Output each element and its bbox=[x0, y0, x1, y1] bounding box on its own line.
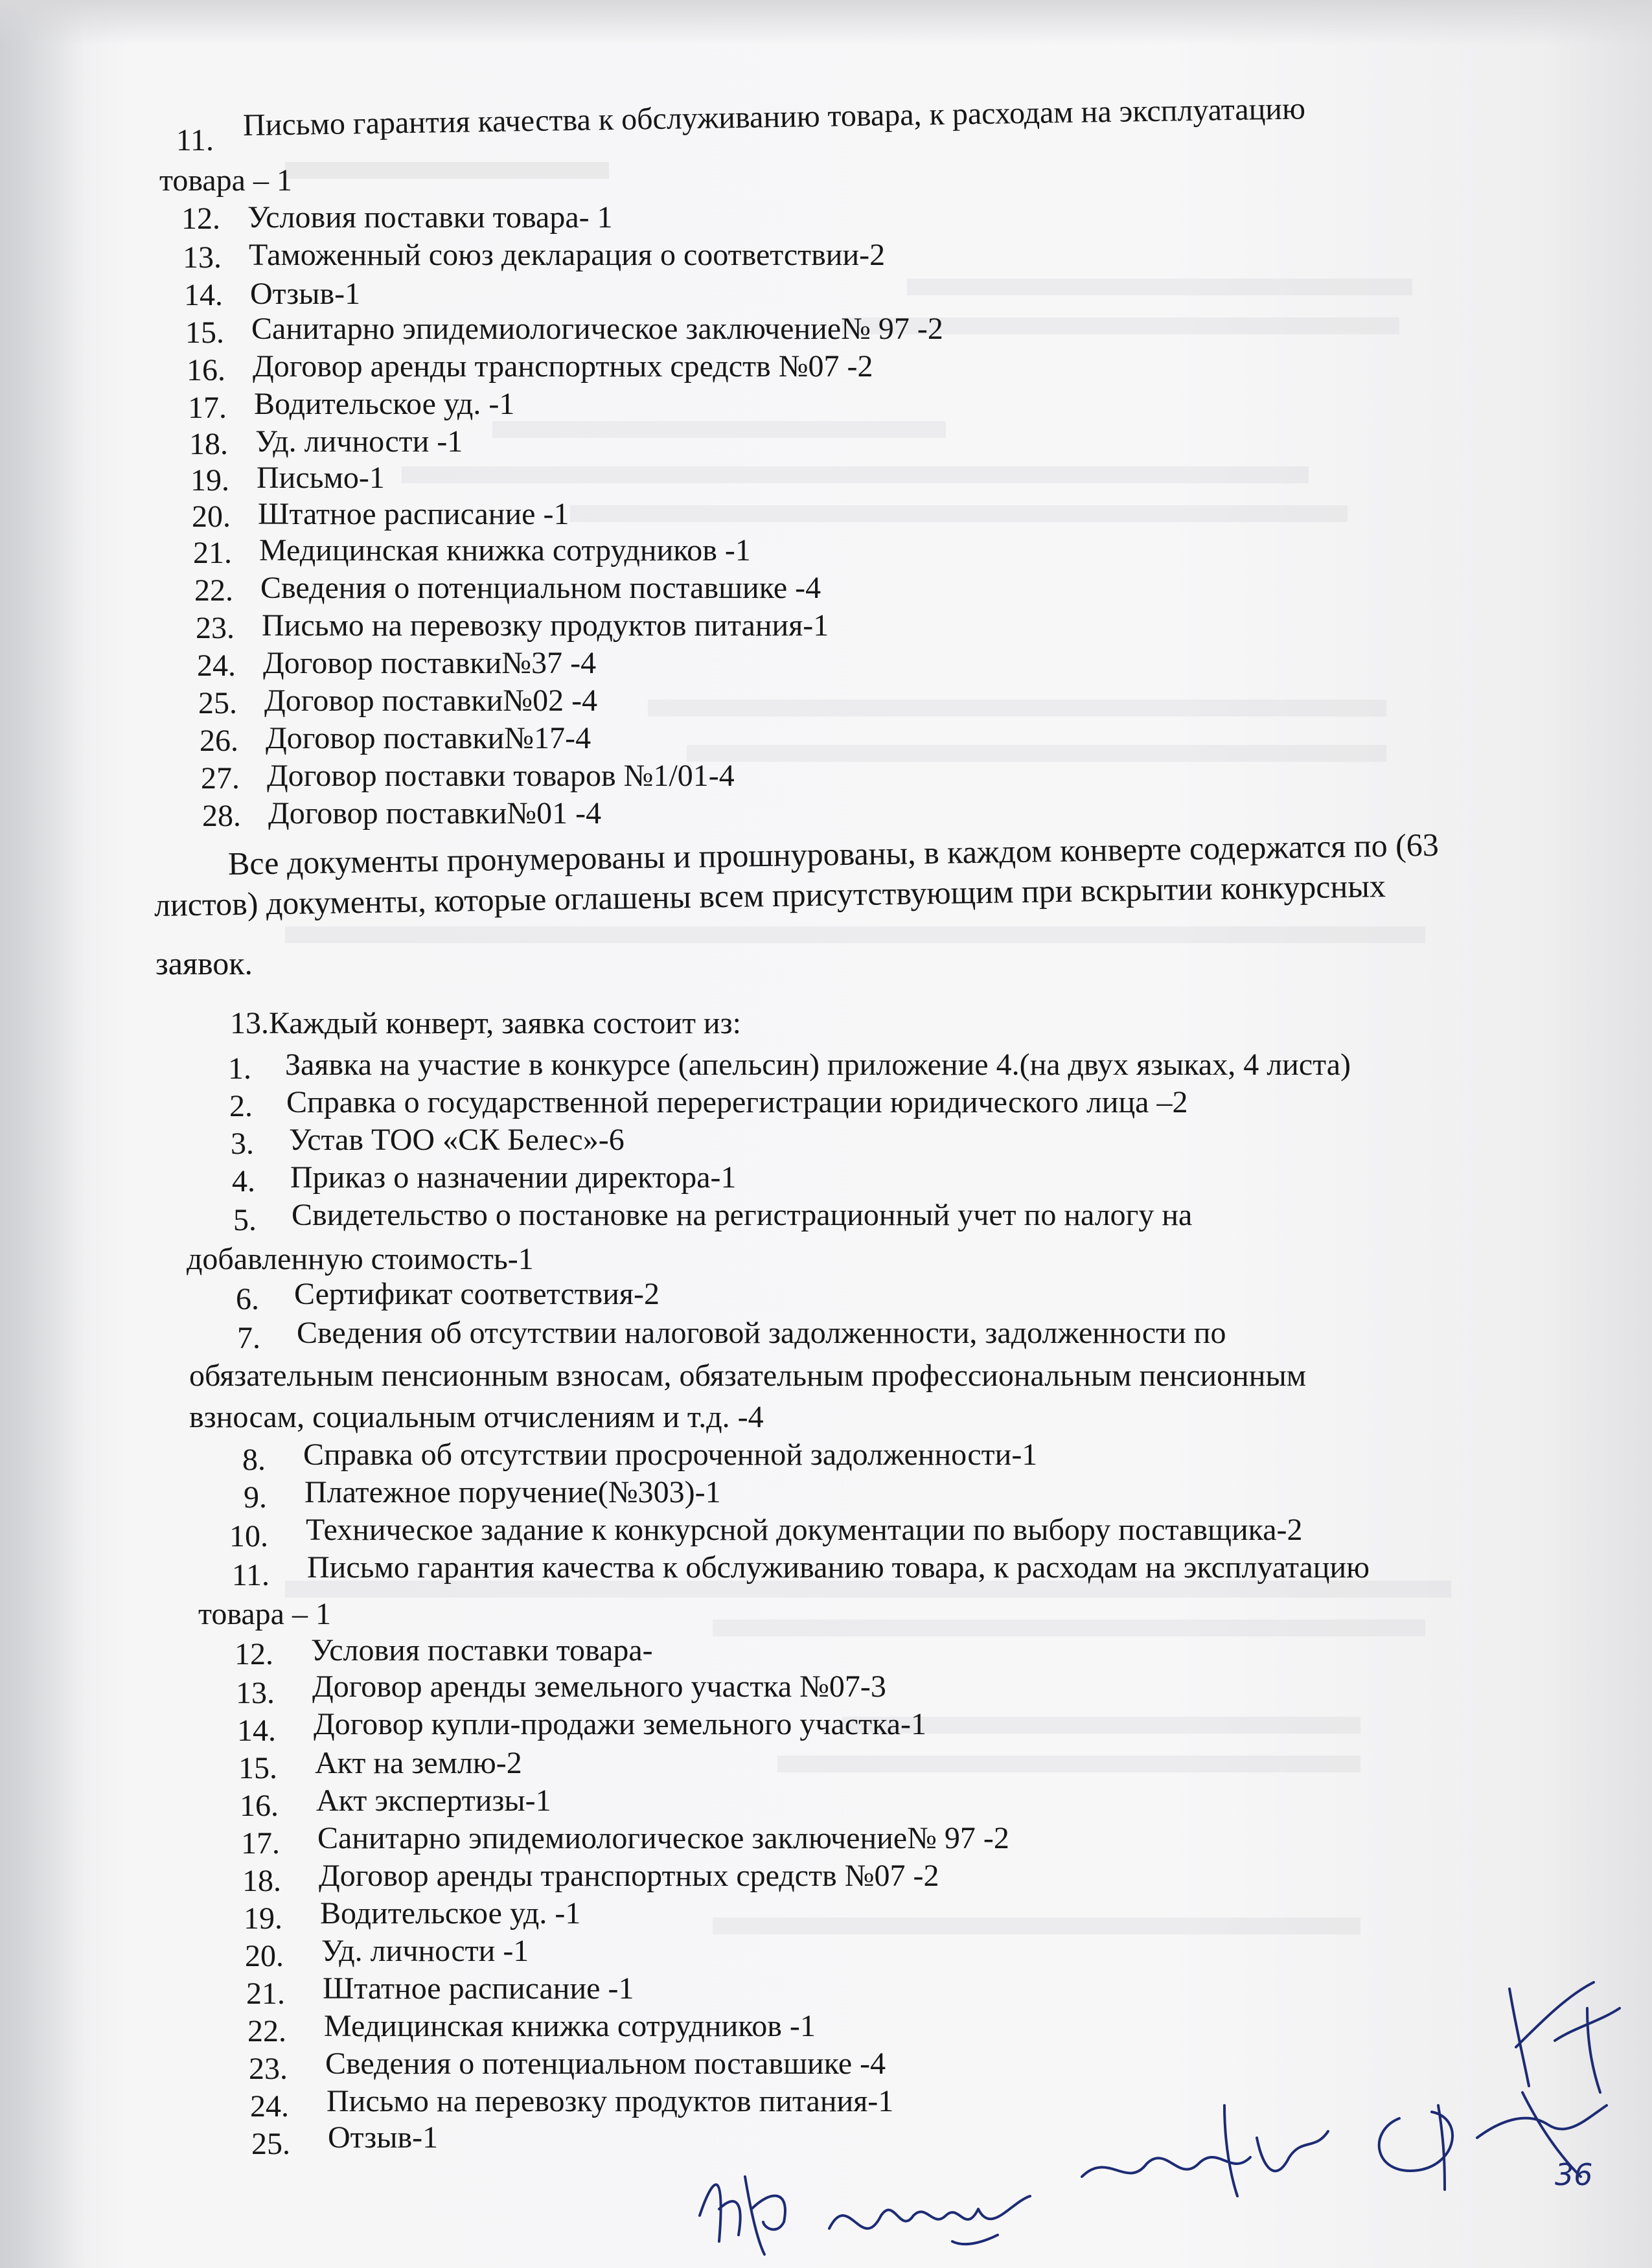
item-number: 18. bbox=[189, 427, 228, 461]
item-number: 21. bbox=[246, 1976, 285, 2011]
item-text: Договор аренды транспортных средств №07 -2 bbox=[319, 1859, 939, 1893]
item-text: Договор аренды транспортных средств №07 -2 bbox=[253, 349, 873, 384]
item-text: Договор поставки№01 -4 bbox=[268, 796, 602, 830]
item-text: Сведения о потенциальном поставшике -4 bbox=[260, 571, 821, 605]
item-number: 18. bbox=[242, 1864, 281, 1898]
item-number: 22. bbox=[247, 2014, 286, 2048]
item-text: Акт на землю-2 bbox=[315, 1746, 522, 1780]
item-number: 26. bbox=[200, 724, 238, 758]
item-number: 10. bbox=[229, 1519, 268, 1553]
item-number: 20. bbox=[245, 1939, 284, 1973]
page-edge-shadow bbox=[0, 0, 84, 2268]
item-number: 17. bbox=[241, 1826, 280, 1861]
signature-1 bbox=[687, 2138, 816, 2267]
item-text: Уд. личности -1 bbox=[255, 424, 463, 459]
signature-2 bbox=[823, 2164, 1043, 2267]
item-number: 6. bbox=[236, 1282, 259, 1316]
item-text: Уд. личности -1 bbox=[321, 1934, 529, 1968]
item-number: 3. bbox=[231, 1127, 254, 1161]
item-text: Сертификат соответствия-2 bbox=[294, 1277, 660, 1311]
item-number: 5. bbox=[233, 1203, 257, 1237]
item-text: Отзыв-1 bbox=[328, 2120, 439, 2155]
item-text: Санитарно эпидемиологическое заключение№ 97 -2 bbox=[251, 312, 943, 346]
section-heading: 13.Каждый конверт, заявка состоит из: bbox=[230, 1006, 741, 1040]
item-number: 21. bbox=[193, 536, 232, 570]
item-number: 12. bbox=[181, 201, 220, 236]
item-number: 12. bbox=[235, 1637, 273, 1671]
paragraph-line: листов) документы, которые оглашены всем присутствующим при вскрытии конкурсных bbox=[154, 867, 1386, 923]
paragraph-line: заявок. bbox=[155, 945, 253, 981]
item-number: 9. bbox=[244, 1480, 267, 1515]
item-text: Договор поставки№17-4 bbox=[266, 721, 591, 755]
item-text: Письмо на перевозку продуктов питания-1 bbox=[262, 608, 829, 643]
item-number: 20. bbox=[192, 499, 231, 534]
item-number: 14. bbox=[184, 278, 223, 312]
page-top-shadow bbox=[0, 0, 1652, 45]
item-text: Сведения о потенциальном поставшике -4 bbox=[325, 2046, 886, 2081]
item-number: 23. bbox=[196, 611, 235, 645]
item-text: Условия поставки товара- 1 bbox=[247, 200, 613, 235]
item-text: Санитарно эпидемиологическое заключение№ 97 -2 bbox=[317, 1821, 1009, 1855]
item-text: Устав ТОО «СК Белес»-6 bbox=[289, 1123, 625, 1157]
item-number: 14. bbox=[237, 1713, 276, 1748]
item-text: Техническое задание к конкурсной документации по выбору поставщика-2 bbox=[306, 1513, 1303, 1547]
item-number: 15. bbox=[185, 315, 224, 350]
item-text: Водительское уд. -1 bbox=[320, 1896, 581, 1930]
item-text: Штатное расписание -1 bbox=[323, 1971, 634, 2006]
item-continuation: товара – 1 bbox=[198, 1597, 331, 1631]
item-number: 19. bbox=[244, 1901, 282, 1936]
item-number: 13. bbox=[236, 1676, 275, 1710]
item-continuation: взносам, социальным отчислениям и т.д. -4 bbox=[189, 1400, 764, 1434]
item-number: 19. bbox=[190, 463, 229, 498]
item-number: 16. bbox=[240, 1789, 279, 1823]
item-text: Отзыв-1 bbox=[250, 277, 361, 311]
item-text: Заявка на участие в конкурсе (апельсин) приложение 4.(на двух языках, 4 листа) bbox=[285, 1048, 1351, 1082]
item-text: Таможенный союз декларация о соответствии-2 bbox=[249, 238, 886, 272]
item-text: Свидетельство о постановке на регистрационный учет по налогу на bbox=[292, 1198, 1193, 1232]
item-continuation: товара – 1 bbox=[159, 163, 292, 198]
item-continuation: добавленную стоимость-1 bbox=[187, 1242, 534, 1276]
item-number: 11. bbox=[231, 1558, 270, 1592]
item-number: 2. bbox=[229, 1089, 253, 1123]
item-number: 8. bbox=[242, 1443, 266, 1477]
item-number: 1. bbox=[228, 1051, 251, 1086]
item-number: 24. bbox=[197, 648, 236, 683]
page-number: 36 bbox=[1555, 2157, 1593, 2192]
item-number: 28. bbox=[202, 799, 241, 833]
item-text: Письмо на перевозку продуктов питания-1 bbox=[327, 2084, 894, 2118]
item-text: Справка о государственной перерегистрации юридического лица –2 bbox=[286, 1085, 1188, 1119]
item-text: Приказ о назначении директора-1 bbox=[290, 1160, 737, 1195]
item-text: Договор поставки№02 -4 bbox=[264, 683, 598, 718]
signature-3 bbox=[1069, 2092, 1348, 2209]
item-text: Договор купли-продажи земельного участка-1 bbox=[314, 1707, 926, 1741]
item-text: Водительское уд. -1 bbox=[254, 387, 515, 421]
item-text: Сведения об отсутствии налоговой задолженности, задолженности по bbox=[297, 1316, 1226, 1350]
paragraph-line: Все документы пронумерованы и прошнурованы, в каждом конверте содержатся по (63 bbox=[227, 826, 1440, 882]
item-text: Платежное поручение(№303)-1 bbox=[304, 1475, 721, 1509]
item-text: Договор поставки товаров №1/01-4 bbox=[267, 759, 735, 793]
item-number: 11. bbox=[176, 123, 214, 157]
item-text: Договор аренды земельного участка №07-3 bbox=[312, 1669, 886, 1704]
item-text: Справка об отсутствии просроченной задолженности-1 bbox=[303, 1438, 1038, 1472]
item-text: Договор поставки№37 -4 bbox=[263, 646, 597, 680]
item-number: 22. bbox=[194, 573, 233, 608]
item-number: 27. bbox=[201, 761, 240, 796]
item-number: 17. bbox=[188, 391, 227, 425]
item-number: 16. bbox=[187, 353, 225, 387]
item-continuation: обязательным пенсионным взносам, обязательным профессиональным пенсионным bbox=[189, 1358, 1307, 1393]
item-number: 24. bbox=[250, 2089, 289, 2124]
item-number: 4. bbox=[232, 1164, 255, 1198]
item-text: Письмо-1 bbox=[257, 461, 385, 495]
item-text: Условия поставки товара- bbox=[311, 1633, 653, 1667]
item-number: 13. bbox=[183, 240, 222, 275]
item-number: 15. bbox=[238, 1751, 277, 1785]
item-text: Акт экспертизы-1 bbox=[316, 1783, 551, 1818]
item-text: Письмо гарантия качества к обслуживанию товара, к расходам на эксплуатацию bbox=[242, 91, 1306, 143]
item-number: 7. bbox=[237, 1321, 260, 1355]
item-text: Штатное расписание -1 bbox=[258, 497, 569, 531]
item-number: 25. bbox=[251, 2127, 290, 2161]
item-number: 25. bbox=[198, 686, 237, 720]
item-number: 23. bbox=[249, 2052, 288, 2086]
item-text: Медицинская книжка сотрудников -1 bbox=[324, 2009, 816, 2043]
item-text: Письмо гарантия качества к обслуживанию товара, к расходам на эксплуатацию bbox=[307, 1550, 1370, 1585]
item-text: Медицинская книжка сотрудников -1 bbox=[259, 533, 751, 567]
